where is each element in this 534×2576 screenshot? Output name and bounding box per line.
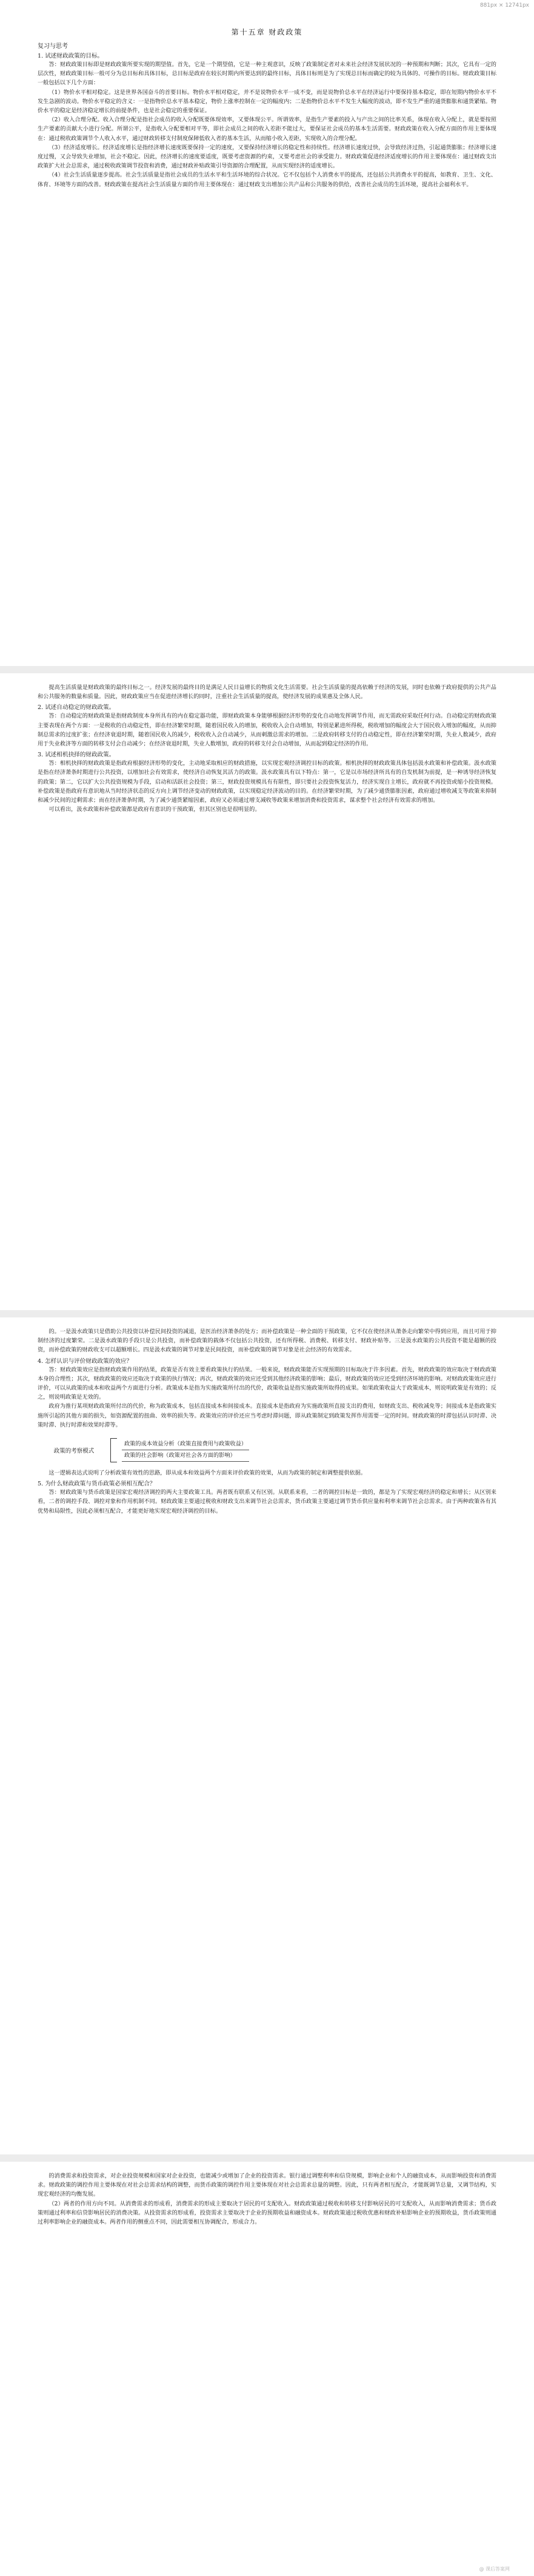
section-heading: 复习与思考 xyxy=(38,43,68,50)
answer-paragraph: （2）两者的作用方向不同。从消费需求的形成看，消费需求的形成主要取决于居民的可支配收入。财政政策通过税收和转移支付影响居民的可支配收入，从而影响消费需求；货币政策则通过利率和信贷影响居民的消费决策。从投资需求的形成看，投资需求主要取决于企业的预期收益和融资成本。财政政策通过税收优惠和财政补贴影响企业的预期收益，货币政策则通过利率影响企业的融资成本。两者作用的侧重点不同，因此需要相互协调配合，形成合力。 xyxy=(38,2200,496,2226)
answer-paragraph: （1）物价水平相对稳定。这是世界各国奋斗的首要目标。物价水平相对稳定，并不是说物价水平一成不变，而是说物价总水平在经济运行中要保持基本稳定，即在短期内物价水平不发生急剧的波动。物价水平稳定的含义：一是指物价总水平基本稳定，物价上涨率控制在一定的幅度内；二是指物价总水平不发生大幅度的波动，即不发生严重的通货膨胀和通货紧缩。物价水平的稳定是经济稳定增长的前提条件，也是社会稳定的重要保证。 xyxy=(38,89,496,115)
answer-paragraph: 政府为推行某项财政政策所付出的代价，称为政策成本，包括直接成本和间接成本。直接成本是指政府为实施政策所直接支出的费用，如财政支出、税收减免等；间接成本是指政策实施所引起的其他方面的损失，如资源配置的扭曲、效率的损失等。政策效应的评价还应当考虑时滞问题，即从政策制定到政策发挥作用需要一定的时间。财政政策的时滞包括认识时滞、决策时滞、执行时滞和效果时滞等。 xyxy=(38,1403,496,1428)
document-page-2 xyxy=(0,673,534,1310)
answer-paragraph: 答：财政政策与货币政策是国家宏观经济调控的两大主要政策工具。两者既有联系又有区别。从联系来看，二者的调控目标是一致的，都是为了实现宏观经济的稳定和增长；从区别来看，二者的调控手段、调控对象和作用机制不同。财政政策主要通过税收和财政支出来调节社会总需求，货币政策主要通过调节货币供应量和利率来调节社会总需求。由于两种政策各有其优势和局限性，因此必须相互配合，才能更好地实现宏观经济调控的目标。 xyxy=(38,1489,496,1515)
question-heading: 5. 为什么财政政策与货币政策必须相互配合？ xyxy=(38,1481,156,1488)
answer-paragraph: 答：相机抉择的财政政策是指政府根据经济形势的变化，主动地采取相应的财政措施，以实现宏观经济调控目标的政策。相机抉择的财政政策具体包括汲水政策和补偿政策。汲水政策是指在经济萧条时期进行公共投资，以增加社会有效需求，使经济自动恢复其活力的政策。汲水政策具有以下特点：第一，它是以市场经济所具有的自发机制为前提，是一种诱导经济恢复的政策；第二，它以扩大公共投资规模为手段，启动和活跃社会投资；第三，财政投资规模具有有限性，即只要社会投资恢复活力，经济实现自主增长，政府就不再投资或缩小投资规模。补偿政策是指政府有意识地从当时经济状态的反方向上调节经济变动的财政政策，以实现稳定经济波动的目的。在经济繁荣时期，为了减少通货膨胀因素，政府通过增收减支等政策来抑制和减少民间的过剩需求；而在经济萧条时期，为了减少通货紧缩因素，政府又必须通过增支减收等政策来增加消费和投资需求，谋求整个社会经济有效需求的增加。 xyxy=(38,760,496,804)
question-heading: 3. 试述相机抉择的财政政策。 xyxy=(38,752,115,759)
answer-paragraph: （4）社会生活质量逐步提高。社会生活质量是指社会成员的生活水平和生活环境的综合状况。它不仅包括个人消费水平的提高，还包括公共消费水平的提高，如教育、卫生、文化、体育、环境等方面的改善。财政政策在提高社会生活质量方面的作用主要体现在：通过财政支出增加公共产品和公共服务的供给，改善社会成员的生活环境，提高社会福利水平。 xyxy=(38,172,496,188)
answer-paragraph: 提高生活质量是财政政策的最终目标之一。经济发展的最终目的是满足人民日益增长的物质文化生活需要。社会生活质量的提高依赖于经济的发展，同时也依赖于政府提供的公共产品和公共服务的数量和质量。因此，财政政策应当在促进经济增长的同时，注重社会生活质量的提高，使经济发展的成果惠及全体人民。 xyxy=(38,684,496,701)
diagram-bracket xyxy=(110,1438,117,1462)
answer-paragraph: （2）收入合理分配。收入合理分配是指社会成员的收入分配既要体现效率，又要体现公平。所谓效率，是指生产要素的投入与产出之间的比率关系，体现在收入分配上，就是要按照生产要素的贡献大小进行分配。所谓公平，是指收入分配要相对平等，即社会成员之间的收入差距不能过大，要保证社会成员的基本生活需要。财政政策在收入分配方面的作用主要体现在：通过税收政策调节个人收入水平，通过财政转移支付制度保障低收入者的基本生活，从而缩小收入差距，实现收入的合理分配。 xyxy=(38,116,496,142)
diagram-item: 政策的社会影响（政策对社会各方面的影响） xyxy=(122,1450,249,1462)
document-page-1 xyxy=(0,11,534,666)
watermark-footer: @ 课后答案网 xyxy=(479,2566,510,2572)
answer-paragraph: （3）经济适度增长。经济适度增长是指经济增长速度既要保持一定的速度，又要保持经济增长的稳定性和持续性。经济增长速度过快，会导致经济过热，引起通货膨胀；经济增长速度过慢，又会导致失业增加，社会不稳定。因此，经济增长的速度要适度，既要考虑资源的约束，又要考虑社会的承受能力。财政政策促进经济适度增长的作用主要体现在：通过财政支出政策扩大社会总需求，通过税收政策调节投资和消费，通过财政补贴政策引导资源的合理配置，从而实现经济的适度增长。 xyxy=(38,144,496,170)
document-page-3 xyxy=(0,1317,534,2154)
answer-paragraph: 答：财政政策效应是指财政政策作用的结果，政策是否有效主要看政策执行的结果。一般来说，财政政策能否实现预期的目标取决于许多因素。首先，财政政策的效应取决于财政政策本身的合理性；其次，财政政策的效应还取决于政策的执行情况；再次，财政政策的效应还受到其他经济政策的影响；最后，财政政策的效应还受到经济环境的影响。对财政政策效应进行评价，可以从政策的成本和收益两个方面进行分析。政策成本是指为实施政策所付出的代价，政策收益是指实施政策所取得的成果。如果政策收益大于政策成本，则说明政策是有效的；反之，则说明政策是无效的。 xyxy=(38,1366,496,1401)
diagram-label: 政策的考察模式 xyxy=(53,1448,95,1455)
page-separator xyxy=(0,1310,534,1317)
answer-paragraph: 这一逻辑表达式说明了分析政策有效性的思路，即从成本和效益两个方面来评价政策的效果，从而为政策的制定和调整提供依据。 xyxy=(48,1470,367,1477)
diagram-item: 政策的成本效益分析（政策直接费用与政策收益） xyxy=(122,1439,249,1450)
page-separator xyxy=(0,666,534,673)
diagram-items xyxy=(122,1439,249,1462)
question-heading: 4. 怎样认识与评价财政政策的效应？ xyxy=(38,1357,133,1365)
answer-paragraph: 可以看出，汲水政策和补偿政策都是政府有意识的干预政策，但其区别也是很明显的。 xyxy=(48,806,261,813)
answer-paragraph: 答：自动稳定的财政政策是指财政制度本身所具有的内在稳定器功能，即财政政策本身能够根据经济形势的变化自动地发挥调节作用，而无需政府采取任何行动。自动稳定的财政政策主要表现在两个方面：一是税收的自动稳定性，即在经济繁荣时期，随着国民收入的增加，税收收入会自动增加，特别是累进所得税，税收增加的幅度会大于国民收入增加的幅度，从而抑制总需求的过度扩张；在经济衰退时期，随着国民收入的减少，税收收入会自动减少，从而刺激总需求的增加。二是政府转移支付的自动稳定性，即在经济繁荣时期，失业人数减少，政府用于失业救济等方面的转移支付会自动减少；在经济衰退时期，失业人数增加，政府的转移支付会自动增加，从而起到稳定经济的作用。 xyxy=(38,713,496,748)
policy-evaluation-diagram xyxy=(38,1438,496,1462)
document-page-4 xyxy=(0,2162,534,2576)
answer-paragraph: 的消费需求和投资需求，对企业投资规模和国家对企业投资，也能减少或增加了企业的投资需求。银行通过调整利率和信贷规模，影响企业和个人的融资成本，从而影响投资和消费需求。财政政策的调控作用主要体现在对社会总需求结构的调整，而货币政策的调控作用主要体现在对社会总需求总量的调整。因此，只有两者相互配合，才能既调节总量，又调节结构，实现宏观经济的均衡发展。 xyxy=(38,2173,496,2198)
question-heading: 1. 试述财政政策的目标。 xyxy=(38,53,104,59)
page-dimension-label: 881px × 12741px xyxy=(479,2,529,8)
answer-paragraph: 答：财政政策目标即是财政政策所要实现的期望值。首先，它是一个期望值，它是一种主观意识，反映了政策制定者对未来社会经济发展状况的一种预期和判断；其次，它具有一定的层次性，财政政策目标一般可分为总目标和具体目标，总目标是政府在较长时期内所要达到的最终目标，具体目标则是为了实现总目标而确定的较为具体的、可操作的目标。财政政策目标一般包括以下几个方面： xyxy=(38,61,496,87)
answer-paragraph: 的。一是汲水政策只是借助公共投资以补偿民间投资的减退，是医治经济萧条的处方；而补偿政策是一种全面的干预政策，它不仅在使经济从萧条走向繁荣中得到应用，而且可用于抑制经济的过度繁荣。二是汲水政策的手段只是公共投资，而补偿政策的载体不仅包括公共投资，还有所得税、消费税、转移支付、财政补贴等。三是汲水政策的公共投资不能是超额的投资，而补偿政策的财政收支可以超额增长。四是汲水政策的调节对象是民间投资，而补偿政策的调节对象是社会经济的有效需求。 xyxy=(38,1328,496,1354)
question-heading: 2. 试述自动稳定的财政政策。 xyxy=(38,704,115,711)
chapter-title: 第十五章 财政政策 xyxy=(231,28,303,36)
page-separator xyxy=(0,2154,534,2162)
